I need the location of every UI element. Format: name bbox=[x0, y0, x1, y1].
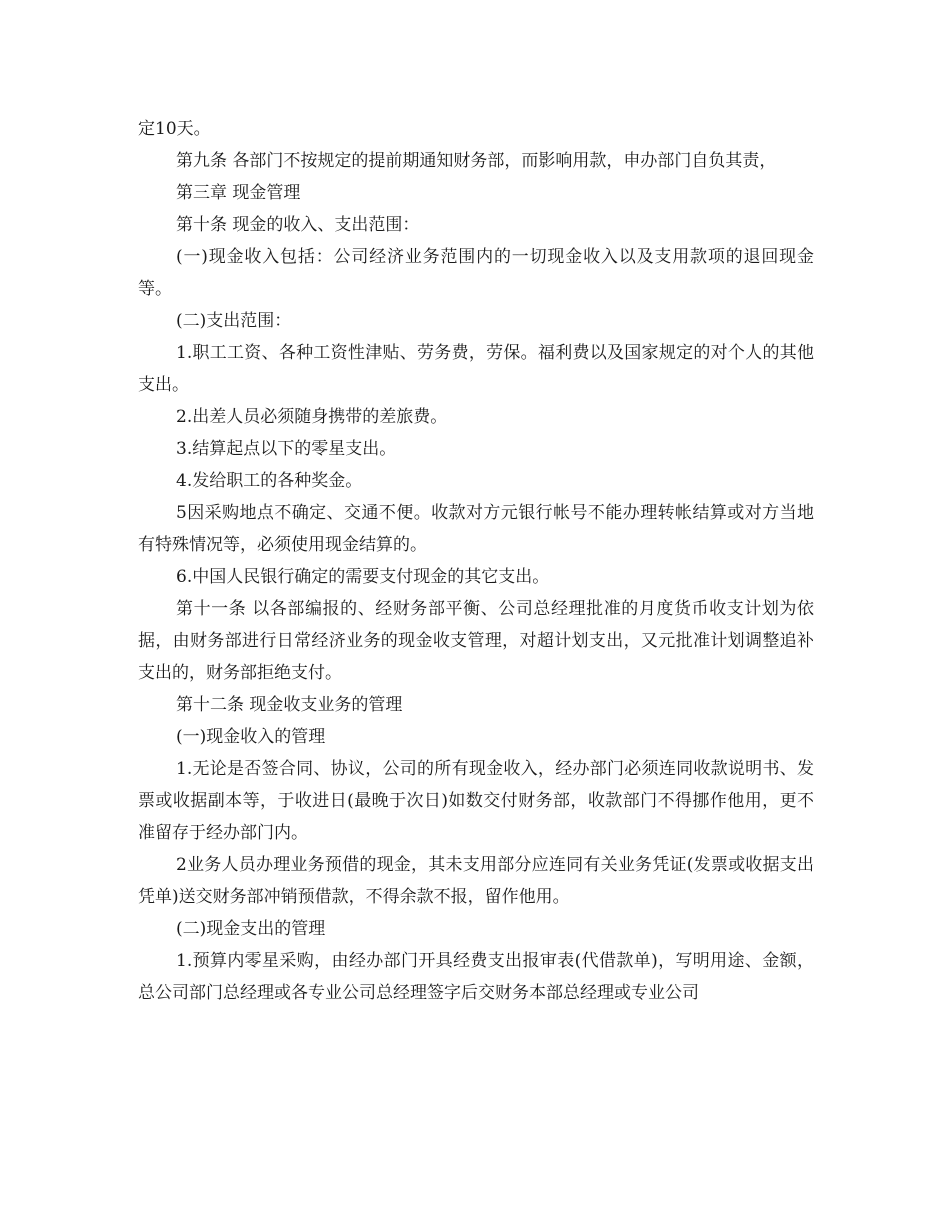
list-item: 1.无论是否签合同、协议，公司的所有现金收入，经办部门必须连同收款说明书、发票或收据副本等，于收进日(最晚于次日)如数交付财务部，收款部门不得挪作他用，更不准留存于经办部门内。 bbox=[138, 759, 814, 843]
document-page bbox=[138, 113, 814, 1009]
paragraph: 第十二条 现金收支业务的管理 bbox=[176, 695, 403, 715]
chapter-heading: 第三章 现金管理 bbox=[176, 183, 301, 203]
paragraph: (二)现金支出的管理 bbox=[176, 919, 326, 939]
list-item: 4.发给职工的各种奖金。 bbox=[176, 471, 363, 491]
paragraph: 第十一条 以各部编报的、经财务部平衡、公司总经理批准的月度货币收支计划为依据，由财务部进行日常经济业务的现金收支管理，对超计划支出，又元批准计划调整追补支出的，财务部拒绝支付。 bbox=[138, 599, 814, 683]
list-item: 2.出差人员必须随身携带的差旅费。 bbox=[176, 407, 448, 427]
list-item: 6.中国人民银行确定的需要支付现金的其它支出。 bbox=[176, 567, 550, 587]
list-item: 1.预算内零星采购，由经办部门开具经费支出报审表(代借款单)，写明用途、金额，总公司部门总经理或各专业公司总经理签字后交财务本部总经理或专业公司 bbox=[138, 951, 814, 1003]
paragraph: 定10天。 bbox=[138, 119, 211, 139]
paragraph: 第十条 现金的收入、支出范围： bbox=[176, 215, 420, 235]
list-item: 3.结算起点以下的零星支出。 bbox=[176, 439, 397, 459]
paragraph: (一)现金收入包括：公司经济业务范围内的一切现金收入以及支用款项的退回现金等。 bbox=[138, 247, 814, 299]
list-item: 2业务人员办理业务预借的现金，其未支用部分应连同有关业务凭证(发票或收据支出凭单)送交财务部冲销预借款，不得余款不报，留作他用。 bbox=[138, 855, 814, 907]
paragraph: (一)现金收入的管理 bbox=[176, 727, 326, 747]
list-item: 1.职工工资、各种工资性津贴、劳务费，劳保。福利费以及国家规定的对个人的其他支出。 bbox=[138, 343, 814, 395]
list-item: 5因采购地点不确定、交通不便。收款对方元银行帐号不能办理转帐结算或对方当地有特殊情况等，必须使用现金结算的。 bbox=[138, 503, 814, 555]
paragraph: 第九条 各部门不按规定的提前期通知财务部，而影响用款，申办部门自负其责， bbox=[176, 151, 777, 171]
paragraph: (二)支出范围： bbox=[176, 311, 292, 331]
